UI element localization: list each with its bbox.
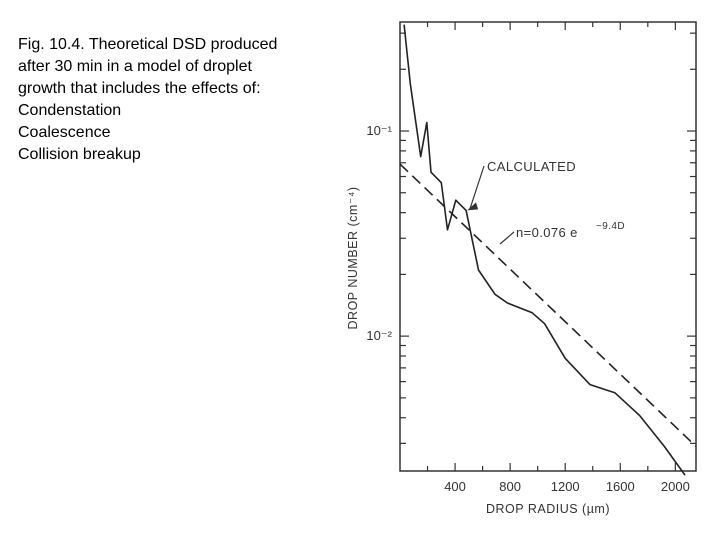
series-group xyxy=(400,25,696,475)
x-tick-label: 1200 xyxy=(550,479,580,494)
caption-line: Coalescence xyxy=(18,124,111,141)
annotation-leader xyxy=(470,166,484,208)
x-tick-label: 400 xyxy=(444,479,466,494)
caption-line: Fig. 10.4. Theoretical DSD produced xyxy=(18,36,278,53)
fit-annotation-label: n=0.076 e xyxy=(516,225,578,240)
annotation-leader xyxy=(500,232,514,244)
x-tick-label: 800 xyxy=(499,479,521,494)
y-tick-label: 10⁻² xyxy=(366,328,392,344)
calculated-series-line xyxy=(404,25,685,475)
x-tick-label: 2000 xyxy=(660,479,690,494)
x-tick-labels xyxy=(444,479,690,494)
fit-line-dashed xyxy=(400,164,696,446)
y-tick-label: 10⁻¹ xyxy=(366,123,392,139)
calculated-annotation-label: CALCULATED xyxy=(487,159,577,174)
caption-line: Condenstation xyxy=(18,102,122,119)
annotation-arrowhead xyxy=(467,202,478,210)
caption-line: after 30 min in a model of droplet xyxy=(18,58,252,75)
annotations xyxy=(467,159,625,244)
x-axis-title: DROP RADIUS (µm) xyxy=(485,502,611,516)
caption-line: growth that includes the effects of: xyxy=(18,80,261,97)
caption-line: Collision breakup xyxy=(18,146,141,163)
y-tick-labels xyxy=(366,123,392,343)
x-tick-label: 1600 xyxy=(605,479,635,494)
y-axis-title: DROP NUMBER (cm⁻⁴) xyxy=(346,186,360,330)
fit-annotation-superscript: −9.4D xyxy=(596,221,625,232)
